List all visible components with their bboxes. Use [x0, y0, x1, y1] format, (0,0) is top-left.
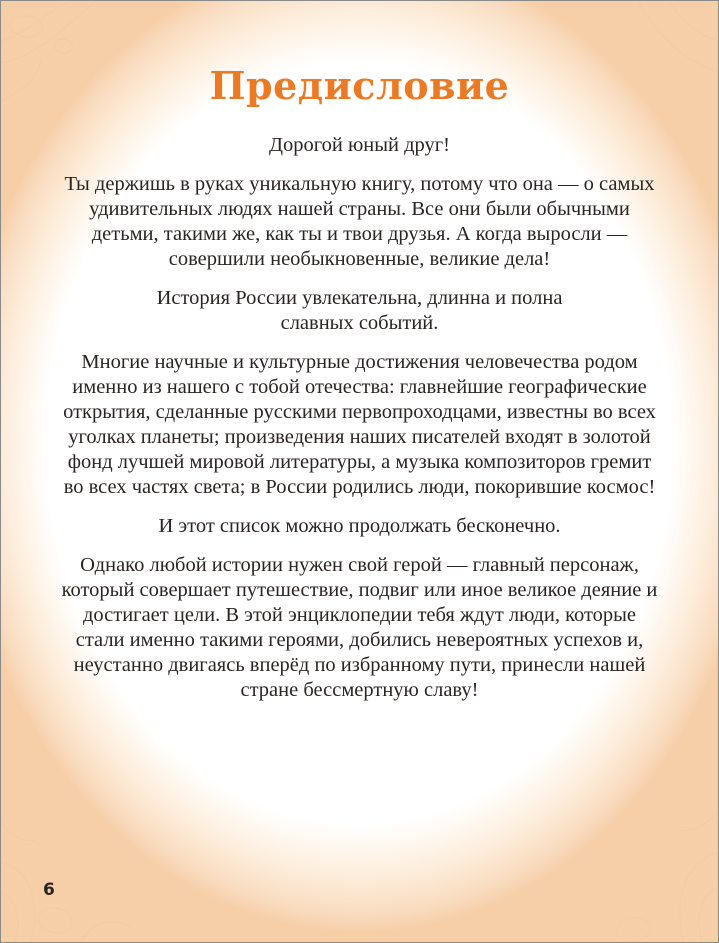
- page-number: 6: [43, 880, 55, 900]
- topographic-pattern-bottom-right: [498, 722, 718, 942]
- foreword-text: [61, 133, 658, 717]
- paragraph: История России увлекательна, длинна и полна славных событий.: [156, 287, 563, 334]
- paragraph: Многие научные и культурные достижения человечества родом именно из нашего с тобой отечества: главнейшие географические открытия, сделанные русскими первопроходцами, известны во всех уголках планеты; произведения наших писателей входят в золотой фонд лучшей мировой литературы, а музыка композиторов гремит во всех частях света; в России родились люди, покорившие космос!: [63, 351, 656, 498]
- paragraph: Однако любой истории нужен свой герой — главный персонаж, который совершает путешествие, подвиг или иное великое деяние и достигает цели. В этой энциклопедии тебя ждут люди, которые стали именно такими героями, добились невероятных успехов и, неустанно двигаясь вперёд по избранному пути, принесли нашей стране бессмертную славу!: [61, 554, 658, 701]
- paragraph-greeting: Дорогой юный друг!: [268, 134, 451, 156]
- page-title: Предисловие: [209, 63, 510, 108]
- paragraph: Ты держишь в руках уникальную книгу, потому что она — о самых удивительных людях нашей страны. Все они были обычными детьми, такими же, как ты и твои друзья. А когда выросли — совершили необыкновенные, великие дела!: [64, 173, 655, 270]
- paragraph: И этот список можно продолжать бесконечно.: [158, 515, 561, 537]
- topographic-pattern-bottom-left: [1, 722, 221, 942]
